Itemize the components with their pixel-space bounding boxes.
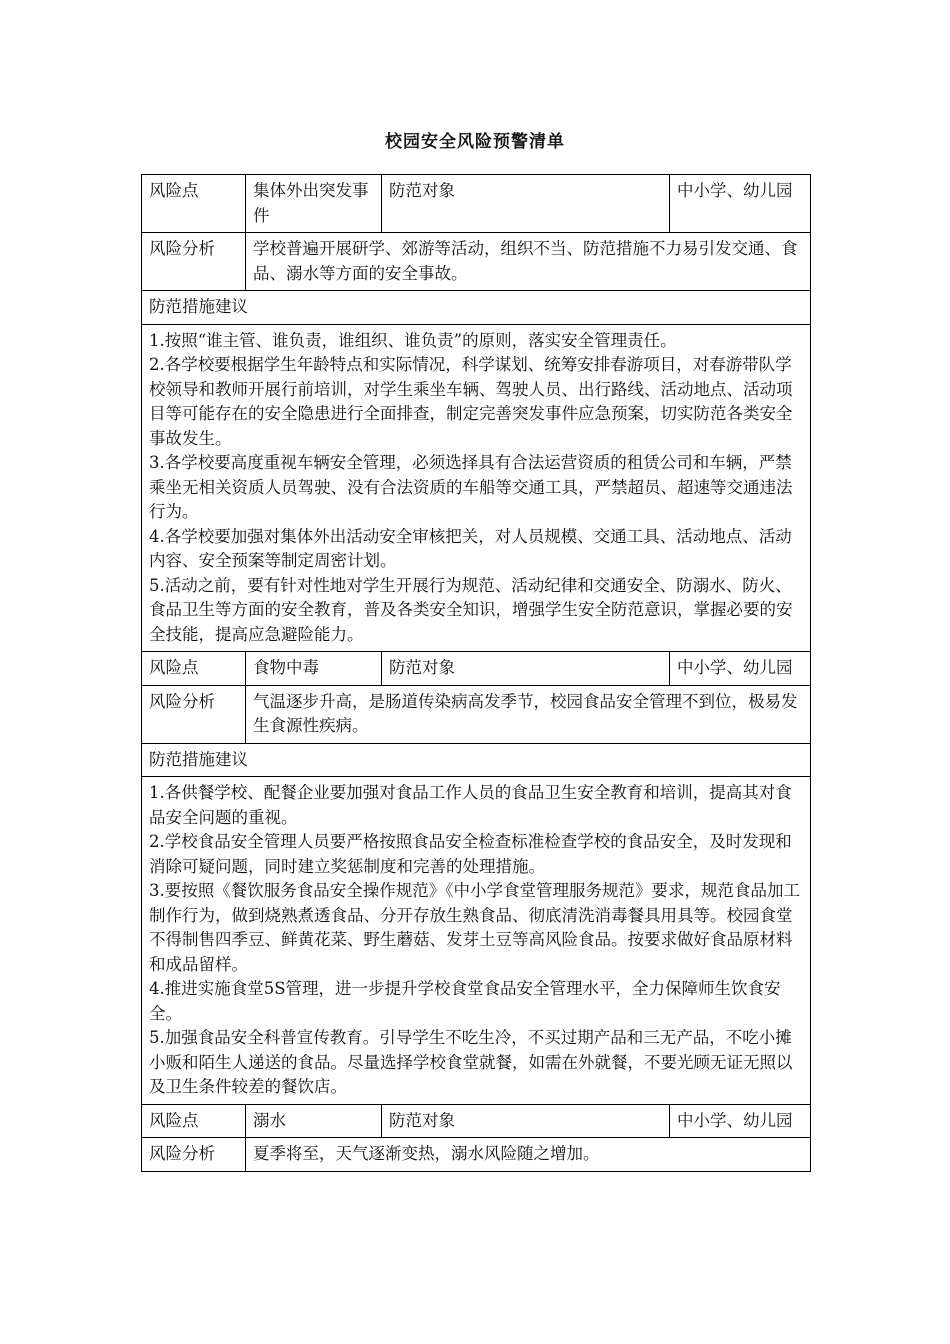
analysis-label: 风险分析 <box>142 685 246 743</box>
analysis-value: 学校普遍开展研学、郊游等活动，组织不当、防范措施不力易引发交通、食品、溺水等方面的安全事故。 <box>246 233 811 291</box>
target-label: 防范对象 <box>382 652 670 686</box>
risk-point-value: 集体外出突发事件 <box>246 175 382 233</box>
measure-item: 1.按照“谁主管、谁负责，谁组织、谁负责”的原则，落实安全管理责任。 <box>149 330 677 350</box>
measure-item: 2.各学校要根据学生年龄特点和实际情况，科学谋划、统筹安排春游项目，对春游带队学校领导和教师开展行前培训，对学生乘坐车辆、驾驶人员、出行路线、活动地点、活动项目等可能存在的安全隐患进行全面排查，制定完善突发事件应急预案，切实防范各类安全事故发生。 <box>149 355 793 448</box>
target-value: 中小学、幼儿园 <box>670 1104 811 1138</box>
analysis-value: 气温逐步升高，是肠道传染病高发季节，校园食品安全管理不到位，极易发生食源性疾病。 <box>246 685 811 743</box>
analysis-label: 风险分析 <box>142 233 246 291</box>
risk-point-value: 溺水 <box>246 1104 382 1138</box>
measures-heading: 防范措施建议 <box>142 743 811 777</box>
risk-point-label: 风险点 <box>142 175 246 233</box>
analysis-value: 夏季将至，天气逐渐变热，溺水风险随之增加。 <box>246 1138 811 1172</box>
risk-row <box>142 1104 811 1138</box>
measures-list <box>142 324 811 652</box>
target-label: 防范对象 <box>382 1104 670 1138</box>
measure-item: 2.学校食品安全管理人员要严格按照食品安全检查标准检查学校的食品安全，及时发现和消除可疑问题，同时建立奖惩制度和完善的处理措施。 <box>149 832 792 876</box>
page-title: 校园安全风险预警清单 <box>385 132 565 152</box>
risk-row <box>142 175 811 233</box>
risk-point-value: 食物中毒 <box>246 652 382 686</box>
analysis-label: 风险分析 <box>142 1138 246 1172</box>
analysis-row <box>142 1138 811 1172</box>
target-value: 中小学、幼儿园 <box>670 175 811 233</box>
target-label: 防范对象 <box>382 175 670 233</box>
measure-item: 4.推进实施食堂5S管理，进一步提升学校食堂食品安全管理水平，全力保障师生饮食安全。 <box>149 979 781 1023</box>
measures-heading: 防范措施建议 <box>142 291 811 325</box>
measure-item: 5.加强食品安全科普宣传教育。引导学生不吃生冷，不买过期产品和三无产品，不吃小摊小贩和陌生人递送的食品。尽量选择学校食堂就餐，如需在外就餐，不要光顾无证无照以及卫生条件较差的餐饮店。 <box>149 1028 793 1096</box>
risk-point-label: 风险点 <box>142 1104 246 1138</box>
risk-table <box>141 174 811 1172</box>
analysis-row <box>142 233 811 291</box>
measures-row <box>142 777 811 1105</box>
analysis-row <box>142 685 811 743</box>
measures-row <box>142 324 811 652</box>
measures-heading-row <box>142 743 811 777</box>
measures-heading-row <box>142 291 811 325</box>
measure-item: 3.各学校要高度重视车辆安全管理，必须选择具有合法运营资质的租赁公司和车辆，严禁乘坐无相关资质人员驾驶、没有合法资质的车船等交通工具，严禁超员、超速等交通违法行为。 <box>149 453 793 521</box>
measure-item: 4.各学校要加强对集体外出活动安全审核把关，对人员规模、交通工具、活动地点、活动内容、安全预案等制定周密计划。 <box>149 526 792 570</box>
measure-item: 5.活动之前，要有针对性地对学生开展行为规范、活动纪律和交通安全、防溺水、防火、食品卫生等方面的安全教育，普及各类安全知识，增强学生安全防范意识，掌握必要的安全技能，提高应急避险能力。 <box>149 575 793 644</box>
target-value: 中小学、幼儿园 <box>670 652 811 686</box>
measures-list <box>142 777 811 1105</box>
risk-row <box>142 652 811 686</box>
measure-item: 3.要按照《餐饮服务食品安全操作规范》《中小学食堂管理服务规范》要求，规范食品加工制作行为，做到烧熟煮透食品、分开存放生熟食品、彻底清洗消毒餐具用具等。校园食堂不得制售四季豆、鲜黄花菜、野生蘑菇、发芽土豆等高风险食品。按要求做好食品原材料和成品留样。 <box>149 881 800 974</box>
risk-point-label: 风险点 <box>142 652 246 686</box>
measure-item: 1.各供餐学校、配餐企业要加强对食品工作人员的食品卫生安全教育和培训，提高其对食品安全问题的重视。 <box>149 783 792 827</box>
